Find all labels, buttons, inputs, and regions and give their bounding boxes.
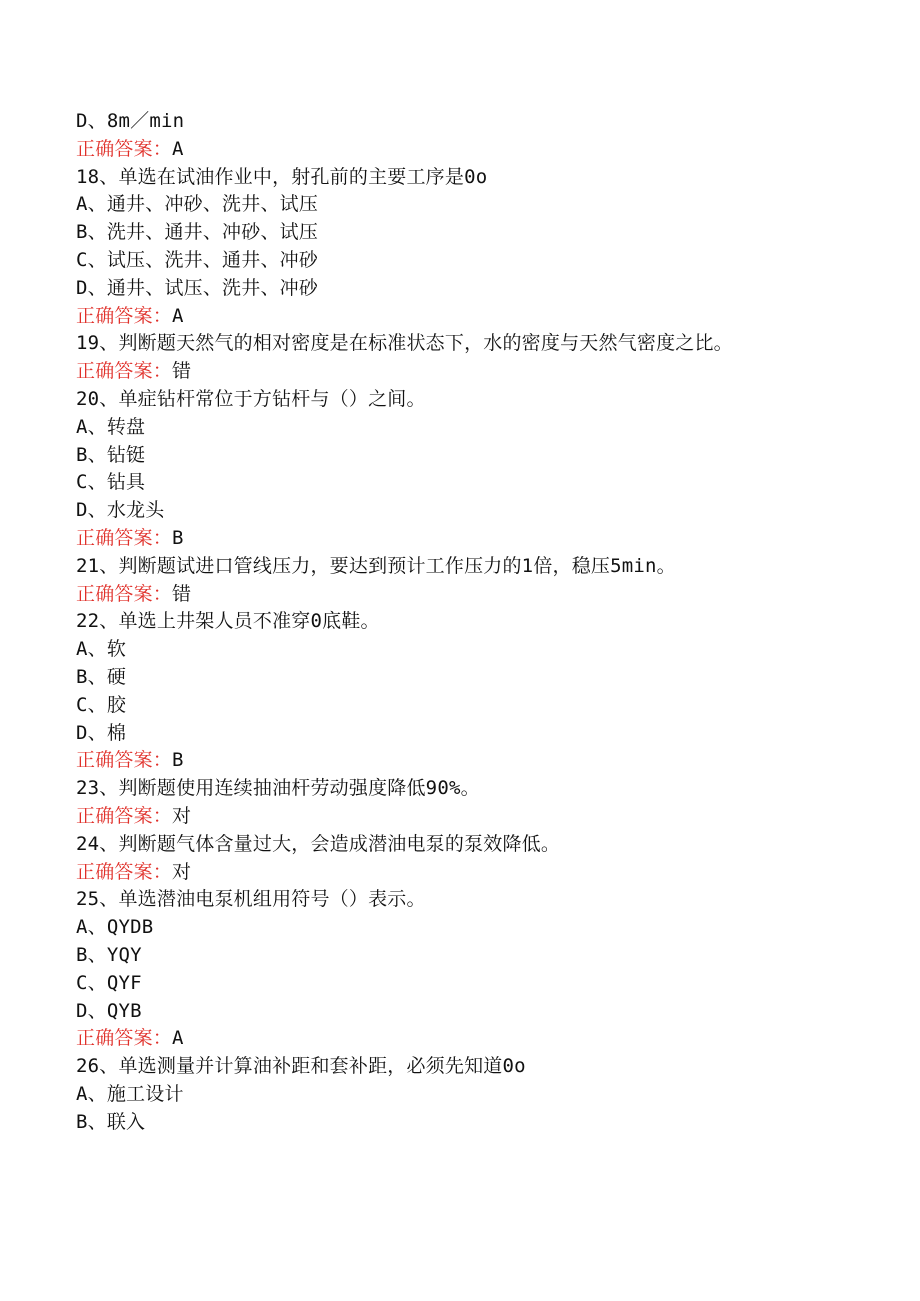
answer-label: 正确答案： [76, 360, 173, 383]
correct-answer-line [76, 525, 896, 553]
answer-label: 正确答案： [76, 1027, 173, 1050]
answer-value: A [172, 1027, 184, 1050]
option-line: A、通井、冲砂、洗井、试压 [76, 193, 319, 216]
correct-answer-line [76, 303, 896, 331]
question-line: 22、单选上井架人员不准穿0底鞋。 [76, 610, 380, 633]
option-line: A、施工设计 [76, 1082, 184, 1105]
question-line: 20、单症钻杆常位于方钻杆与（）之间。 [76, 387, 426, 410]
answer-label: 正确答案： [76, 137, 173, 160]
correct-answer-line [76, 803, 896, 831]
option-line: D、通井、试压、洗井、冲砂 [76, 276, 319, 299]
correct-answer-line [76, 747, 896, 775]
answer-label: 正确答案： [76, 582, 173, 605]
answer-label: 正确答案： [76, 860, 173, 883]
answer-value: 对 [172, 804, 192, 827]
answer-label: 正确答案： [76, 804, 173, 827]
question-line: 18、单选在试油作业中，射孔前的主要工序是0o [76, 165, 488, 188]
question-line: 24、判断题气体含量过大，会造成潜油电泵的泵效降低。 [76, 832, 561, 855]
question-line: 19、判断题天然气的相对密度是在标准状态下，水的密度与天然气密度之比。 [76, 332, 733, 355]
option-line: B、钻铤 [76, 443, 146, 466]
option-line: B、洗井、通井、冲砂、试压 [76, 221, 319, 244]
document-body [76, 108, 896, 1136]
option-line: C、QYF [76, 971, 142, 994]
question-line: 26、单选测量并计算油补距和套补距，必须先知道0o [76, 1055, 526, 1078]
option-line: C、胶 [76, 693, 127, 716]
answer-value: A [172, 304, 184, 327]
option-line: B、YQY [76, 943, 142, 966]
answer-value: 错 [172, 582, 192, 605]
answer-label: 正确答案： [76, 526, 173, 549]
answer-label: 正确答案： [76, 304, 173, 327]
question-line: 23、判断题使用连续抽油杆劳动强度降低90%。 [76, 777, 480, 800]
correct-answer-line [76, 136, 896, 164]
option-line: D、水龙头 [76, 499, 165, 522]
option-line: D、8m／min [76, 110, 185, 132]
correct-answer-line [76, 859, 896, 887]
answer-value: 对 [172, 860, 192, 883]
option-line: A、软 [76, 638, 127, 661]
option-line: A、QYDB [76, 916, 154, 939]
question-line: 25、单选潜油电泵机组用符号（）表示。 [76, 888, 426, 911]
answer-label: 正确答案： [76, 749, 173, 772]
option-line: D、QYB [76, 999, 142, 1022]
option-line: D、棉 [76, 721, 127, 744]
option-line: B、联入 [76, 1110, 146, 1133]
correct-answer-line [76, 1025, 896, 1053]
answer-value: B [172, 749, 184, 772]
option-line: B、硬 [76, 665, 127, 688]
correct-answer-line [76, 358, 896, 386]
option-line: A、转盘 [76, 415, 146, 438]
answer-value: 错 [172, 360, 192, 383]
answer-value: B [172, 526, 184, 549]
question-line: 21、判断题试进口管线压力，要达到预计工作压力的1倍，稳压5min。 [76, 554, 676, 577]
answer-value: A [172, 137, 184, 160]
correct-answer-line [76, 581, 896, 609]
option-line: C、钻具 [76, 471, 146, 494]
option-line: C、试压、洗井、通井、冲砂 [76, 248, 319, 271]
